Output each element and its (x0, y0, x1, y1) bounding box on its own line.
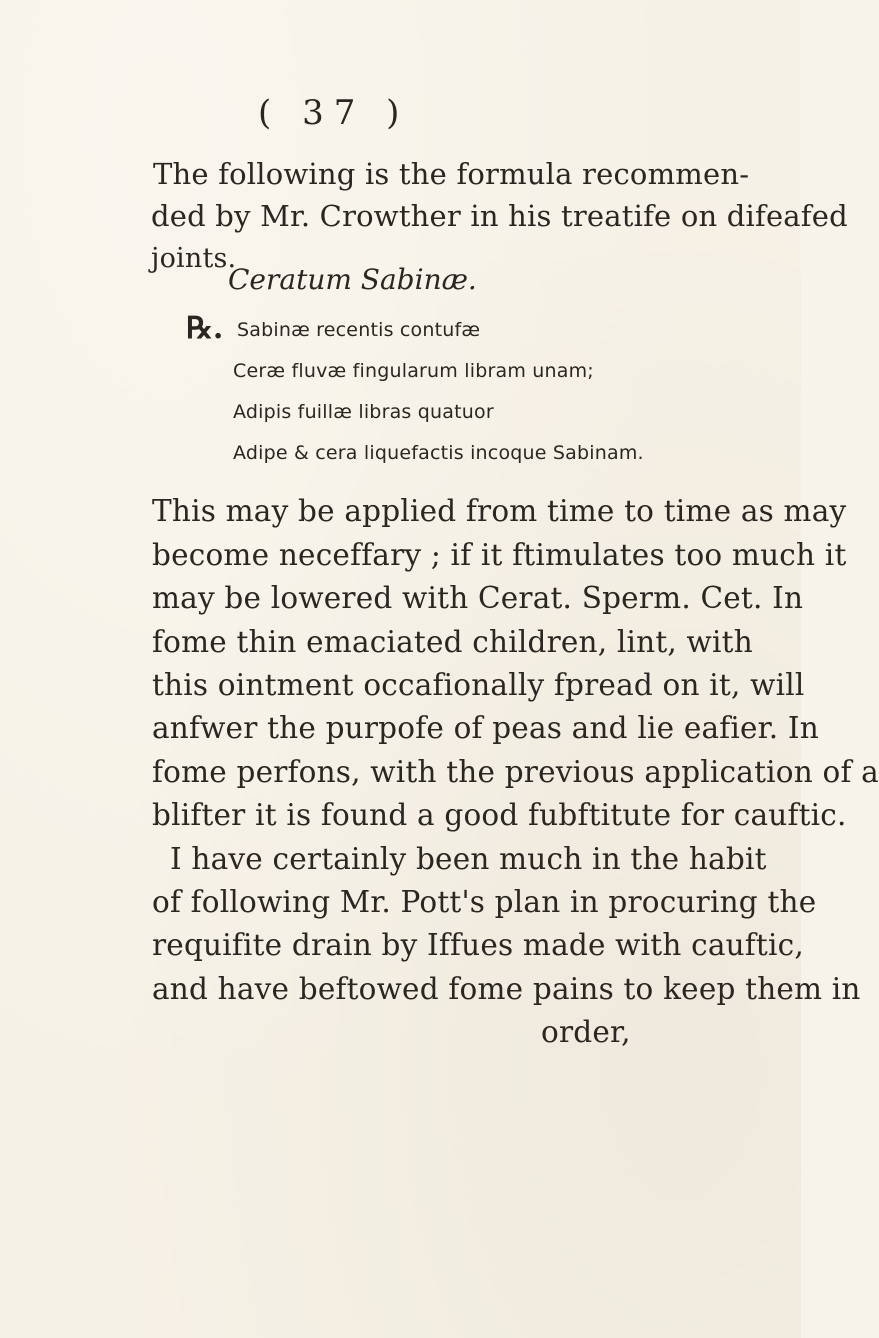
body-line-9: I have certainly been much in the habit (170, 842, 767, 876)
intro-line-3: joints. (151, 243, 237, 274)
body-line-2: become neceffary ; if it ftimulates too much it (152, 538, 847, 572)
formula-line-1: Sabinæ recentis contufæ (237, 319, 481, 341)
intro-line-2: ded by Mr. Crowther in his treatife on difeafed (151, 199, 848, 233)
formula-line-2: Ceræ fluvæ fingularum libram unam; (233, 360, 594, 382)
body-line-4: fome thin emaciated children, lint, with (152, 625, 753, 659)
body-line-11: requifite drain by Iffues made with cauftic, (152, 928, 804, 962)
body-line-10: of following Mr. Pott's plan in procuring the (152, 885, 817, 919)
recipe-heading: Ceratum Sabinæ. (228, 263, 477, 296)
body-line-8: blifter it is found a good fubftitute for cauftic. (152, 798, 847, 832)
catchword: order, (541, 1015, 631, 1049)
body-line-3: may be lowered with Cerat. Sperm. Cet. In (152, 581, 804, 615)
body-line-1: This may be applied from time to time as may (152, 494, 847, 528)
formula-line-3: Adipis fuillæ libras quatuor (233, 401, 494, 423)
page-number: ( 37 ) (258, 93, 410, 133)
formula-line-4: Adipe & cera liquefactis incoque Sabinam. (233, 442, 644, 464)
body-line-12: and have beftowed fome pains to keep them in (152, 972, 861, 1006)
body-line-6: anfwer the purpofe of peas and lie eafier. In (152, 711, 819, 745)
body-line-5: this ointment occafionally fpread on it, will (152, 668, 805, 702)
intro-line-1: The following is the formula recommen- (153, 157, 750, 191)
recipe-symbol: ℞. (186, 311, 224, 346)
body-line-7: fome perfons, with the previous application of a (152, 755, 879, 789)
